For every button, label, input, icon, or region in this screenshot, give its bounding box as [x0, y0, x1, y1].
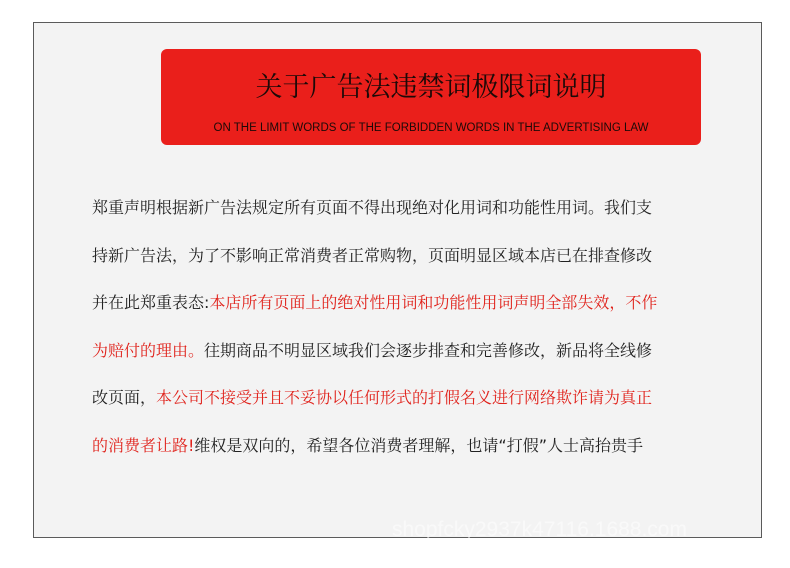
watermark: shopfcky2937k47116.1688.com	[392, 518, 687, 541]
statement-line	[92, 387, 782, 435]
statement-text-segment: 往期商品不明显区域我们会逐步排查和完善修改，新品将全线修	[204, 340, 653, 360]
statement-line	[92, 340, 782, 388]
highlighted-statement-segment: 的消费者让路!	[92, 435, 195, 455]
banner-title: 关于广告法违禁词极限词说明	[255, 72, 607, 103]
statement-line	[92, 435, 782, 483]
statement-line	[92, 292, 782, 340]
statement-text-segment: 维权是双向的，希望各位消费者理解，也请“打假”人士高抬贵手	[194, 435, 644, 455]
banner-subtitle: ON THE LIMIT WORDS OF THE FORBIDDEN WORDS IN THE ADVERTISING LAW	[213, 122, 649, 134]
statement-text-segment: 改页面，	[92, 388, 157, 407]
highlighted-statement-segment: 为赔付的理由。	[92, 340, 205, 360]
statement-text	[92, 197, 782, 482]
title-banner	[161, 49, 701, 145]
statement-text-segment: 郑重声明根据新广告法规定所有页面不得出现绝对化用词和功能性用词。我们支	[92, 198, 653, 217]
highlighted-statement-segment: 本公司不接受并且不妥协以任何形式的打假名义进行网络欺诈请为真正	[156, 388, 653, 407]
notice-panel	[33, 22, 762, 538]
statement-line	[92, 245, 782, 293]
statement-line	[92, 197, 782, 245]
statement-text-segment: 并在此郑重表态:	[92, 293, 210, 312]
statement-text-segment: 持新广告法，为了不影响正常消费者正常购物，页面明显区域本店已在排查修改	[92, 245, 653, 265]
highlighted-statement-segment: 本店所有页面上的绝对性用词和功能性用词声明全部失效，不作	[209, 293, 658, 312]
